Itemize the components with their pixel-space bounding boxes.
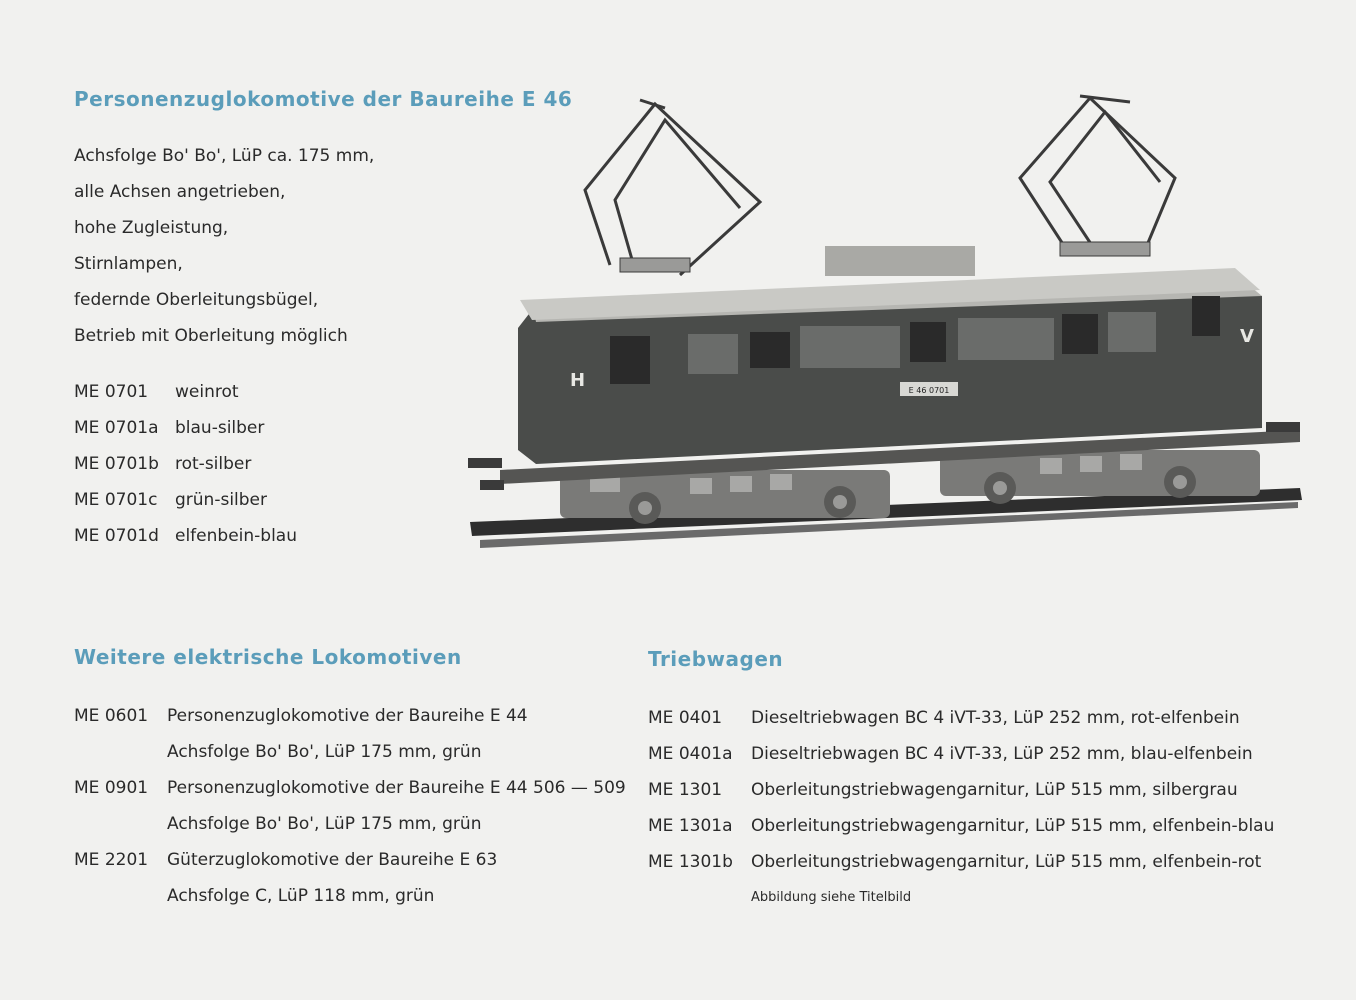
item-code: ME 1301b [648,852,733,872]
item-code: ME 2201 [74,850,149,870]
variant-row [74,525,297,561]
list-item [648,779,1274,815]
variant-row [74,489,297,525]
variant-code: ME 0701c [74,490,158,510]
list-item [74,705,626,741]
list-item [74,741,626,777]
list-item [648,707,1274,743]
item-desc: Dieseltriebwagen BC 4 iVT-33, LüP 252 mm, blau-elfenbein [751,744,1253,764]
variant-row [74,381,297,417]
variant-code: ME 0701a [74,418,159,438]
main-title: Personenzuglokomotive der Baureihe E 46 [74,87,573,111]
feature-line: Achsfolge Bo' Bo', LüP ca. 175 mm, [74,146,375,166]
item-line: Achsfolge Bo' Bo', LüP 175 mm, grün [167,742,482,762]
feature-list [74,145,374,361]
feature-line: federnde Oberleitungsbügel, [74,290,319,310]
item-code: ME 0401 [648,708,723,728]
variant-code: ME 0701 [74,382,149,402]
railcar-section-title: Triebwagen [648,647,784,671]
variant-color: blau-silber [175,418,265,438]
variant-color: grün-silber [175,490,268,510]
feature-line: hohe Zugleistung, [74,218,229,238]
item-desc: Oberleitungstriebwagengarnitur, LüP 515 mm, elfenbein-blau [751,816,1275,836]
item-desc: Oberleitungstriebwagengarnitur, LüP 515 mm, silbergrau [751,780,1238,800]
list-item [648,743,1274,779]
variant-list [74,381,297,561]
item-code: ME 0901 [74,778,149,798]
item-line: Personenzuglokomotive der Baureihe E 44 506 — 509 [167,778,626,798]
side-mark-v: V [1240,326,1254,347]
item-code: ME 1301a [648,816,733,836]
list-item [648,851,1274,887]
locomotive-illustration [440,90,1310,570]
illustration-note: Abbildung siehe Titelbild [751,890,912,905]
list-item [74,885,626,921]
item-line: Güterzuglokomotive der Baureihe E 63 [167,850,498,870]
variant-color: weinrot [175,382,239,402]
feature-line: Betrieb mit Oberleitung möglich [74,326,348,346]
variant-color: elfenbein-blau [175,526,297,546]
variant-code: ME 0701b [74,454,159,474]
variant-color: rot-silber [175,454,252,474]
list-item [74,777,626,813]
item-desc: Oberleitungstriebwagengarnitur, LüP 515 mm, elfenbein-rot [751,852,1262,872]
item-code: ME 0601 [74,706,149,726]
feature-line: Stirnlampen, [74,254,183,274]
variant-code: ME 0701d [74,526,159,546]
item-code: ME 1301 [648,780,723,800]
locomotive-body [518,246,1262,464]
variant-row [74,453,297,489]
list-item [74,813,626,849]
item-code: ME 0401a [648,744,733,764]
item-line: Achsfolge Bo' Bo', LüP 175 mm, grün [167,814,482,834]
electric-section-title: Weitere elektrische Lokomotiven [74,645,462,669]
list-item [648,815,1274,851]
variant-row [74,417,297,453]
item-line: Personenzuglokomotive der Baureihe E 44 [167,706,528,726]
feature-line: alle Achsen angetrieben, [74,182,286,202]
electric-list [74,705,626,921]
item-desc: Dieseltriebwagen BC 4 iVT-33, LüP 252 mm, rot-elfenbein [751,708,1240,728]
pantograph-left [585,100,760,275]
item-line: Achsfolge C, LüP 118 mm, grün [167,886,435,906]
pantograph-right [1020,96,1175,256]
list-item [74,849,626,885]
side-mark-h: H [570,370,586,391]
railcar-list [648,707,1274,907]
number-plate: E 46 0701 [908,386,950,395]
